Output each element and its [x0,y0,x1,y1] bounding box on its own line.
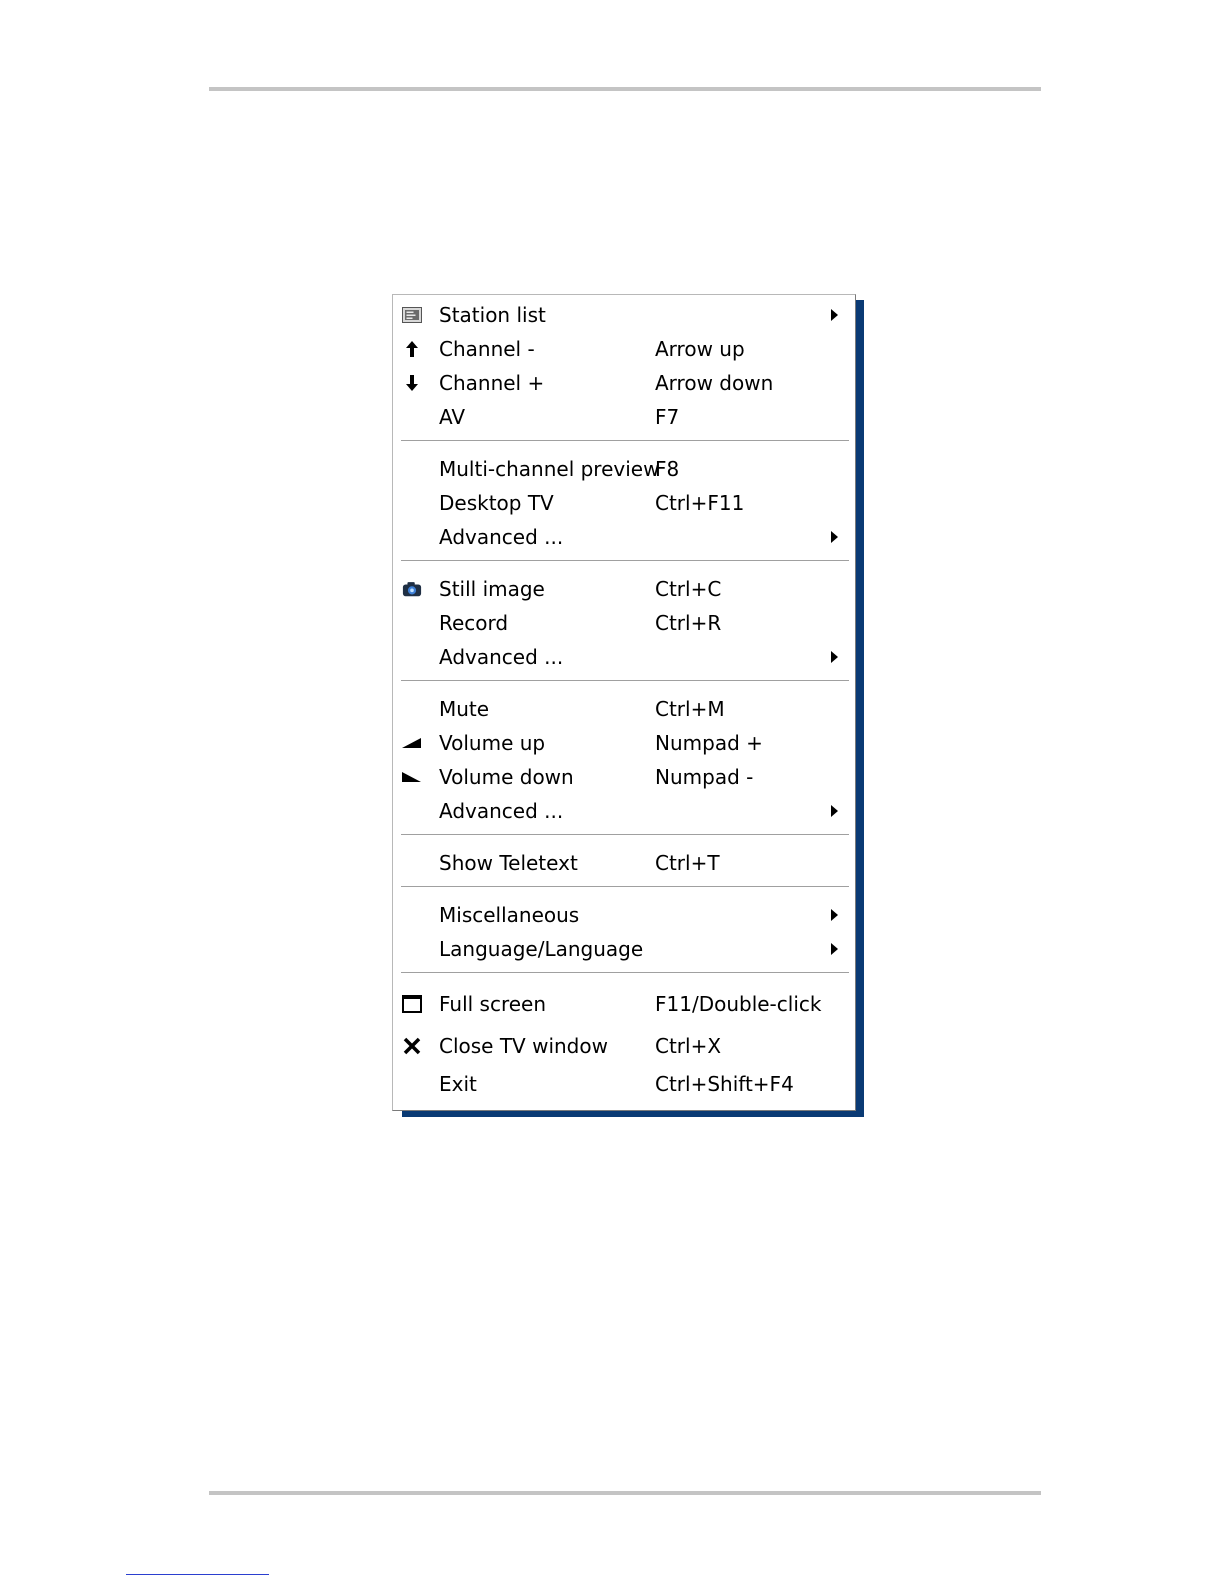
submenu-arrow-icon [831,909,838,921]
menu-item-language[interactable] [393,932,855,966]
arrow-up-icon [402,340,422,358]
menu-item-advanced-display[interactable] [393,520,855,554]
menu-item-label: Channel + [439,371,545,395]
menu-item-label: Advanced ... [439,799,564,823]
menu-separator [401,680,849,682]
volume-down-icon [402,768,422,786]
menu-item-av[interactable] [393,400,855,434]
submenu-arrow-icon [831,943,838,955]
menu-item-label: Station list [439,303,546,327]
menu-item-full-screen[interactable] [393,987,855,1021]
menu-item-volume-down[interactable] [393,760,855,794]
menu-item-label: Mute [439,697,490,721]
menu-separator [401,834,849,836]
menu-item-label: Desktop TV [439,491,554,515]
menu-item-volume-up[interactable] [393,726,855,760]
menu-item-still-image[interactable] [393,572,855,606]
menu-item-record[interactable] [393,606,855,640]
menu-item-label: Channel - [439,337,535,361]
menu-item-shortcut: Numpad - [655,765,754,789]
menu-item-shortcut: Ctrl+R [655,611,722,635]
menu-item-close-tv-window[interactable] [393,1029,855,1063]
menu-item-shortcut: Ctrl+T [655,851,720,875]
menu-separator [401,440,849,442]
menu-item-shortcut: F8 [655,457,680,481]
menu-item-shortcut: Ctrl+X [655,1034,722,1058]
page-header-rule [209,87,1041,91]
menu-item-label: Show Teletext [439,851,578,875]
menu-item-station-list[interactable] [393,298,855,332]
arrow-down-icon [402,374,422,392]
menu-separator [401,886,849,888]
menu-item-desktop-tv[interactable] [393,486,855,520]
menu-item-shortcut: Ctrl+Shift+F4 [655,1072,794,1096]
menu-item-label: Record [439,611,509,635]
menu-item-channel-minus[interactable] [393,332,855,366]
station-list-icon [402,306,422,324]
menu-item-label: Advanced ... [439,525,564,549]
submenu-arrow-icon [831,805,838,817]
menu-item-channel-plus[interactable] [393,366,855,400]
menu-item-label: Close TV window [439,1034,608,1058]
menu-item-label: Multi-channel preview [439,457,660,481]
menu-item-shortcut: Ctrl+F11 [655,491,745,515]
menu-item-shortcut: Ctrl+C [655,577,722,601]
menu-item-shortcut: Arrow up [655,337,745,361]
close-icon [402,1037,422,1055]
menu-item-shortcut: Ctrl+M [655,697,725,721]
menu-item-label: Volume down [439,765,574,789]
submenu-arrow-icon [831,309,838,321]
menu-separator [401,972,849,974]
menu-item-miscellaneous[interactable] [393,898,855,932]
camera-icon [402,580,422,598]
volume-up-icon [402,734,422,752]
menu-item-shortcut: F7 [655,405,680,429]
menu-item-show-teletext[interactable] [393,846,855,880]
menu-item-label: Exit [439,1072,477,1096]
menu-item-advanced-capture[interactable] [393,640,855,674]
submenu-arrow-icon [831,651,838,663]
menu-item-label: Still image [439,577,545,601]
menu-item-shortcut: Arrow down [655,371,774,395]
menu-item-mute[interactable] [393,692,855,726]
context-menu [392,294,856,1111]
footer-link-underline[interactable] [126,1574,269,1575]
menu-item-label: Advanced ... [439,645,564,669]
menu-item-advanced-audio[interactable] [393,794,855,828]
menu-item-label: AV [439,405,466,429]
menu-item-multi-channel-preview[interactable] [393,452,855,486]
menu-item-shortcut: F11/Double-click [655,992,822,1016]
page-footer-rule [209,1491,1041,1495]
submenu-arrow-icon [831,531,838,543]
menu-item-label: Full screen [439,992,547,1016]
menu-item-label: Volume up [439,731,546,755]
full-screen-icon [402,995,422,1013]
menu-item-label: Language/Language [439,937,644,961]
menu-item-exit[interactable] [393,1067,855,1101]
menu-item-shortcut: Numpad + [655,731,763,755]
menu-item-label: Miscellaneous [439,903,580,927]
menu-separator [401,560,849,562]
